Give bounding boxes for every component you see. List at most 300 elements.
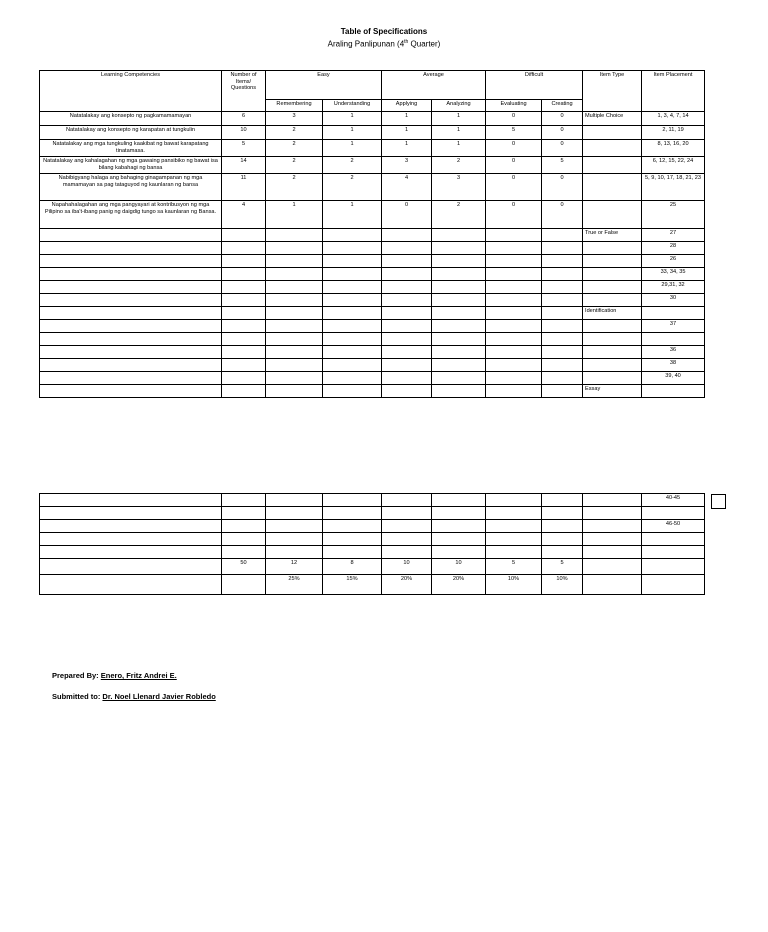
percent-creating: 10% (542, 575, 583, 595)
creating-cell (542, 281, 583, 294)
competency-cell (40, 242, 222, 255)
header-understanding: Understanding (323, 100, 382, 112)
num-items-cell: 5 (222, 140, 266, 157)
creating-cell (542, 385, 583, 398)
item-placement-cell (642, 307, 705, 320)
item-placement-cell: 37 (642, 320, 705, 333)
evaluating-cell (486, 320, 542, 333)
analyzing-cell: 1 (432, 140, 486, 157)
understanding-cell (323, 281, 382, 294)
num-items-cell (222, 346, 266, 359)
item-placement-cell: 40-45 (642, 494, 705, 507)
table-row (40, 242, 705, 255)
applying-cell (382, 255, 432, 268)
header-easy: Easy (266, 71, 382, 100)
empty-cell (542, 533, 583, 546)
remembering-cell (266, 333, 323, 346)
header-average: Average (382, 71, 486, 100)
percent-understanding: 15% (323, 575, 382, 595)
item-type-cell (583, 320, 642, 333)
empty-cell (266, 533, 323, 546)
num-items-cell (222, 333, 266, 346)
percent-type-cell (583, 575, 642, 595)
analyzing-cell (432, 294, 486, 307)
understanding-cell (323, 307, 382, 320)
table-row (40, 520, 705, 533)
item-placement-cell: 5, 9, 10, 17, 18, 21, 23 (642, 174, 705, 201)
empty-cell (432, 507, 486, 520)
competency-cell (40, 281, 222, 294)
analyzing-cell (432, 242, 486, 255)
empty-cell (486, 494, 542, 507)
item-placement-cell: 29,31, 32 (642, 281, 705, 294)
evaluating-cell: 0 (486, 174, 542, 201)
prepared-by-label: Prepared By: (52, 671, 99, 680)
competency-cell (40, 307, 222, 320)
remembering-cell (266, 281, 323, 294)
evaluating-cell (486, 255, 542, 268)
item-type-cell (583, 242, 642, 255)
item-placement-cell: 27 (642, 229, 705, 242)
applying-cell (382, 346, 432, 359)
percent-applying: 20% (382, 575, 432, 595)
empty-cell (222, 494, 266, 507)
table-row (40, 294, 705, 307)
header-remembering: Remembering (266, 100, 323, 112)
remembering-cell (266, 268, 323, 281)
evaluating-cell (486, 346, 542, 359)
empty-cell (382, 533, 432, 546)
percent-evaluating: 10% (486, 575, 542, 595)
applying-cell (382, 294, 432, 307)
remembering-cell (266, 294, 323, 307)
num-items-cell: 11 (222, 174, 266, 201)
item-type-cell (583, 126, 642, 140)
empty-cell (323, 546, 382, 559)
num-items-cell (222, 372, 266, 385)
item-type-cell (583, 294, 642, 307)
subtitle-superscript: th (404, 39, 409, 45)
analyzing-cell (432, 346, 486, 359)
empty-cell (432, 520, 486, 533)
creating-cell (542, 359, 583, 372)
analyzing-cell (432, 333, 486, 346)
total-analyzing: 10 (432, 559, 486, 575)
understanding-cell: 1 (323, 126, 382, 140)
submitted-to-label: Submitted to: (52, 692, 101, 701)
item-placement-cell (642, 333, 705, 346)
table-row (40, 494, 705, 507)
empty-cell (583, 546, 642, 559)
creating-cell (542, 294, 583, 307)
analyzing-cell: 3 (432, 174, 486, 201)
item-placement-cell: 38 (642, 359, 705, 372)
empty-cell (40, 494, 222, 507)
competency-cell (40, 320, 222, 333)
item-placement-cell: 6, 12, 15, 22, 24 (642, 157, 705, 174)
header-row (40, 71, 705, 100)
evaluating-cell (486, 242, 542, 255)
empty-cell (542, 520, 583, 533)
competency-cell (40, 372, 222, 385)
empty-cell (323, 520, 382, 533)
table-row (40, 157, 705, 174)
total-type-cell (583, 559, 642, 575)
specification-table (39, 70, 705, 398)
applying-cell (382, 307, 432, 320)
item-placement-cell (642, 546, 705, 559)
num-items-cell (222, 281, 266, 294)
empty-cell (486, 533, 542, 546)
header-item-placement: Item Placement (642, 71, 705, 112)
evaluating-cell (486, 307, 542, 320)
item-placement-cell (642, 507, 705, 520)
analyzing-cell (432, 372, 486, 385)
creating-cell (542, 255, 583, 268)
subtitle-suffix: Quarter) (408, 39, 441, 49)
item-placement-cell: 26 (642, 255, 705, 268)
totals-row (40, 559, 705, 575)
header-analyzing: Analyzing (432, 100, 486, 112)
understanding-cell (323, 268, 382, 281)
table-row (40, 320, 705, 333)
competency-cell (40, 255, 222, 268)
understanding-cell (323, 333, 382, 346)
evaluating-cell: 0 (486, 157, 542, 174)
understanding-cell (323, 346, 382, 359)
remembering-cell: 2 (266, 140, 323, 157)
prepared-by-name: Enero, Fritz Andrei E. (100, 671, 177, 680)
num-items-cell (222, 268, 266, 281)
table-row (40, 255, 705, 268)
empty-cell (222, 520, 266, 533)
empty-cell (222, 533, 266, 546)
remembering-cell (266, 359, 323, 372)
header-num-items: Number of Items/ Questions (222, 71, 266, 112)
understanding-cell (323, 385, 382, 398)
empty-cell (266, 507, 323, 520)
document-subtitle (0, 37, 768, 50)
competency-cell (40, 346, 222, 359)
total-evaluating: 5 (486, 559, 542, 575)
empty-cell (222, 546, 266, 559)
total-placement-cell (642, 559, 705, 575)
evaluating-cell (486, 385, 542, 398)
competency-cell (40, 333, 222, 346)
understanding-cell (323, 294, 382, 307)
empty-cell (382, 546, 432, 559)
evaluating-cell (486, 268, 542, 281)
empty-cell (323, 533, 382, 546)
item-type-cell (583, 157, 642, 174)
understanding-cell (323, 372, 382, 385)
num-items-cell (222, 242, 266, 255)
item-type-cell (583, 333, 642, 346)
understanding-cell: 2 (323, 174, 382, 201)
item-placement-cell: 33, 34, 35 (642, 268, 705, 281)
totals-label-cell (40, 559, 222, 575)
num-items-cell (222, 307, 266, 320)
table-row (40, 268, 705, 281)
remembering-cell: 1 (266, 201, 323, 229)
analyzing-cell (432, 320, 486, 333)
item-placement-cell (642, 385, 705, 398)
checkbox[interactable] (711, 494, 726, 509)
remembering-cell (266, 242, 323, 255)
empty-cell (432, 494, 486, 507)
competency-cell (40, 294, 222, 307)
applying-cell (382, 372, 432, 385)
creating-cell (542, 333, 583, 346)
applying-cell: 3 (382, 157, 432, 174)
applying-cell (382, 320, 432, 333)
remembering-cell: 3 (266, 112, 323, 126)
item-placement-cell: 25 (642, 201, 705, 229)
header-evaluating: Evaluating (486, 100, 542, 112)
competency-cell: Nabibigyang halaga ang bahaging ginagampanan ng mga mamamayan sa pag tataguyod ng kaunlaran ng bansa (40, 174, 222, 201)
remembering-cell: 2 (266, 126, 323, 140)
evaluating-cell (486, 372, 542, 385)
applying-cell: 1 (382, 112, 432, 126)
creating-cell: 0 (542, 126, 583, 140)
table-row (40, 281, 705, 294)
empty-cell (266, 546, 323, 559)
table-row (40, 372, 705, 385)
table-row (40, 174, 705, 201)
creating-cell: 0 (542, 174, 583, 201)
submitted-to-name: Dr. Noel Llenard Javier Robledo (102, 692, 216, 701)
creating-cell (542, 372, 583, 385)
analyzing-cell: 2 (432, 157, 486, 174)
item-type-cell (583, 140, 642, 157)
title-block (0, 27, 768, 50)
competency-cell: Natatalakay ang kahalagahan ng mga gawaing pansibiko ng bawat isa bilang kabahagi ng bansa (40, 157, 222, 174)
table-row (40, 140, 705, 157)
competency-cell (40, 268, 222, 281)
remembering-cell (266, 320, 323, 333)
item-type-cell: Essay (583, 385, 642, 398)
table-row (40, 229, 705, 242)
item-placement-cell: 46-50 (642, 520, 705, 533)
remembering-cell (266, 346, 323, 359)
empty-cell (40, 546, 222, 559)
table-row (40, 346, 705, 359)
empty-cell (222, 507, 266, 520)
item-placement-cell: 8, 13, 16, 20 (642, 140, 705, 157)
item-type-cell (583, 201, 642, 229)
applying-cell (382, 385, 432, 398)
num-items-cell (222, 359, 266, 372)
num-items-cell: 14 (222, 157, 266, 174)
remembering-cell: 2 (266, 157, 323, 174)
understanding-cell: 1 (323, 140, 382, 157)
item-type-cell (583, 174, 642, 201)
evaluating-cell (486, 359, 542, 372)
table-row (40, 126, 705, 140)
table-row (40, 112, 705, 126)
evaluating-cell (486, 333, 542, 346)
creating-cell (542, 242, 583, 255)
analyzing-cell (432, 255, 486, 268)
creating-cell: 5 (542, 157, 583, 174)
competency-cell (40, 385, 222, 398)
creating-cell (542, 229, 583, 242)
item-placement-cell: 39, 40 (642, 372, 705, 385)
creating-cell: 0 (542, 140, 583, 157)
understanding-cell (323, 255, 382, 268)
header-item-type: Item Type (583, 71, 642, 112)
remembering-cell (266, 255, 323, 268)
item-type-cell: True or False (583, 229, 642, 242)
table-row (40, 333, 705, 346)
num-items-cell: 6 (222, 112, 266, 126)
percent-label-cell (40, 575, 222, 595)
remembering-cell (266, 385, 323, 398)
subtitle-prefix: Araling Panlipunan (4 (327, 39, 405, 49)
creating-cell (542, 346, 583, 359)
understanding-cell (323, 320, 382, 333)
evaluating-cell: 0 (486, 140, 542, 157)
empty-cell (486, 520, 542, 533)
analyzing-cell (432, 359, 486, 372)
applying-cell (382, 359, 432, 372)
remembering-cell (266, 229, 323, 242)
item-type-cell (583, 255, 642, 268)
empty-cell (40, 533, 222, 546)
empty-cell (266, 494, 323, 507)
table-row (40, 533, 705, 546)
item-placement-cell: 1, 3, 4, 7, 14 (642, 112, 705, 126)
item-placement-cell: 30 (642, 294, 705, 307)
analyzing-cell: 2 (432, 201, 486, 229)
table-row (40, 307, 705, 320)
understanding-cell (323, 229, 382, 242)
item-type-cell (583, 372, 642, 385)
empty-cell (266, 520, 323, 533)
applying-cell (382, 242, 432, 255)
applying-cell: 0 (382, 201, 432, 229)
item-placement-cell (642, 533, 705, 546)
header-creating: Creating (542, 100, 583, 112)
competency-cell (40, 229, 222, 242)
table-row (40, 507, 705, 520)
applying-cell (382, 333, 432, 346)
competency-cell: Natatalakay ang konsepto ng karapatan at tungkulin (40, 126, 222, 140)
evaluating-cell: 0 (486, 201, 542, 229)
competency-cell (40, 359, 222, 372)
creating-cell (542, 268, 583, 281)
item-placement-cell: 2, 11, 19 (642, 126, 705, 140)
percent-placement-cell (642, 575, 705, 595)
item-type-cell (583, 359, 642, 372)
competency-cell: Natatalakay ang konsepto ng pagkamamamayan (40, 112, 222, 126)
num-items-cell (222, 385, 266, 398)
applying-cell (382, 229, 432, 242)
percentages-row (40, 575, 705, 595)
empty-cell (583, 533, 642, 546)
header-applying: Applying (382, 100, 432, 112)
applying-cell: 4 (382, 174, 432, 201)
remembering-cell (266, 307, 323, 320)
remembering-cell: 2 (266, 174, 323, 201)
table-row (40, 201, 705, 229)
remembering-cell (266, 372, 323, 385)
creating-cell (542, 307, 583, 320)
num-items-cell: 10 (222, 126, 266, 140)
empty-cell (486, 507, 542, 520)
empty-cell (486, 546, 542, 559)
num-items-cell (222, 255, 266, 268)
empty-cell (583, 507, 642, 520)
empty-cell (542, 507, 583, 520)
understanding-cell (323, 359, 382, 372)
applying-cell: 1 (382, 126, 432, 140)
creating-cell: 0 (542, 112, 583, 126)
header-competencies: Learning Competencies (40, 71, 222, 112)
understanding-cell (323, 242, 382, 255)
analyzing-cell (432, 281, 486, 294)
total-num: 50 (222, 559, 266, 575)
empty-cell (432, 546, 486, 559)
competency-cell: Napahahalagahan ang mga pangyayari at kontribusyon ng mga Pilipino sa iba't-ibang panig ng daigdig tungo sa kaunlaran ng Bansa. (40, 201, 222, 229)
empty-cell (323, 507, 382, 520)
evaluating-cell: 5 (486, 126, 542, 140)
applying-cell (382, 281, 432, 294)
empty-cell (40, 520, 222, 533)
analyzing-cell: 1 (432, 126, 486, 140)
analyzing-cell (432, 385, 486, 398)
empty-cell (40, 507, 222, 520)
evaluating-cell (486, 281, 542, 294)
understanding-cell: 1 (323, 201, 382, 229)
item-type-cell (583, 346, 642, 359)
empty-cell (542, 494, 583, 507)
evaluating-cell: 0 (486, 112, 542, 126)
empty-cell (382, 520, 432, 533)
table-row (40, 385, 705, 398)
specification-table-continued (39, 493, 705, 595)
analyzing-cell: 1 (432, 112, 486, 126)
analyzing-cell (432, 229, 486, 242)
total-creating: 5 (542, 559, 583, 575)
empty-cell (583, 494, 642, 507)
table-row (40, 546, 705, 559)
submitted-to (52, 692, 216, 701)
empty-cell (382, 494, 432, 507)
num-items-cell (222, 294, 266, 307)
applying-cell (382, 268, 432, 281)
understanding-cell: 2 (323, 157, 382, 174)
item-type-cell: Identification (583, 307, 642, 320)
item-placement-cell: 28 (642, 242, 705, 255)
header-difficult: Difficult (486, 71, 583, 100)
num-items-cell: 4 (222, 201, 266, 229)
applying-cell: 1 (382, 140, 432, 157)
total-applying: 10 (382, 559, 432, 575)
competency-cell: Natatalakay ang mga tungkuling kaakibat ng bawat karapatang tinatamasa. (40, 140, 222, 157)
evaluating-cell (486, 229, 542, 242)
analyzing-cell (432, 307, 486, 320)
creating-cell (542, 320, 583, 333)
percent-num-cell (222, 575, 266, 595)
empty-cell (583, 520, 642, 533)
empty-cell (323, 494, 382, 507)
prepared-by (52, 671, 177, 680)
total-understanding: 8 (323, 559, 382, 575)
num-items-cell (222, 229, 266, 242)
table-row (40, 359, 705, 372)
item-type-cell: Multiple Choice (583, 112, 642, 126)
